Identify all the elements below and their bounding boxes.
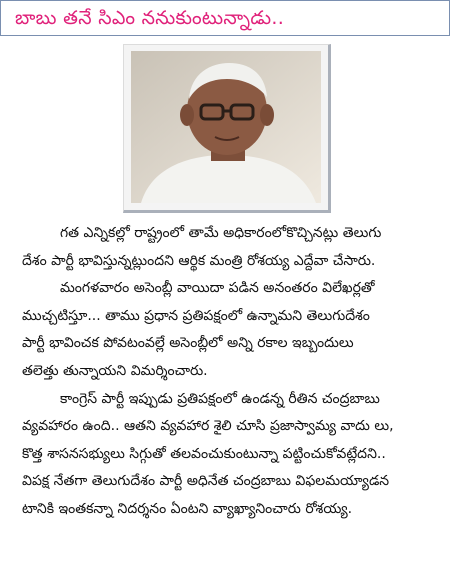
article-line: పార్టీ భావించక పోవటంవల్లే అసెంబ్లీలో అన్ని రకాల ఇబ్బందులు (22, 335, 354, 352)
portrait-photo (123, 44, 331, 213)
article-line: గత ఎన్నికల్లో రాష్ట్రంలో తామే అధికారంలోకొచ్చినట్లు తెలుగు (60, 225, 382, 241)
portrait-image (131, 51, 321, 203)
article-line: వ్యవహారం ఉంది.. ఆతని వ్యవహార శైలి చూసి ప్రజాస్వామ్య వాదు లు, (22, 418, 394, 435)
headline: బాబు తనే సిఎం ననుకుంటున్నాడు.. (15, 7, 285, 29)
article-body (22, 220, 446, 524)
headline-box (0, 0, 450, 36)
article-line: ముచ్చటిస్తూ... తాము ప్రధాన ప్రతిపక్షంలో ఉన్నామని తెలుగుదేశం (22, 307, 370, 324)
article-line: కాంగ్రెస్ పార్టీ ఇప్పుడు ప్రతిపక్షంలో ఉండన్న రీతిన చంద్రబాబు (60, 390, 380, 407)
article-line: దేశం పార్టీ భావిస్తున్నట్లుందని ఆర్థిక మంత్రి రోశయ్య ఎద్దేవా చేసారు. (22, 252, 376, 269)
article-line: మంగళవారం అసెంబ్లీ వాయిదా పడిన అనంతరం విలేఖర్లతో (60, 280, 375, 297)
article-line: విపక్ష నేతగా తెలుగుదేశం పార్టీ అధినేత చంద్రబాబు విఫలమయ్యాడన (22, 473, 390, 490)
article-line: కొత్త శాసనసభ్యులు సిగ్గుతో తలవంచుకుంటున్నా పట్టించుకోవట్లేదని.. (22, 445, 386, 462)
article-line: టానికి ఇంతకన్నా నిదర్శనం ఏంటని వ్యాఖ్యానించారు రోశయ్య. (22, 500, 353, 517)
article-line: తలెత్తు తున్నాయని విమర్శించారు. (22, 362, 208, 379)
